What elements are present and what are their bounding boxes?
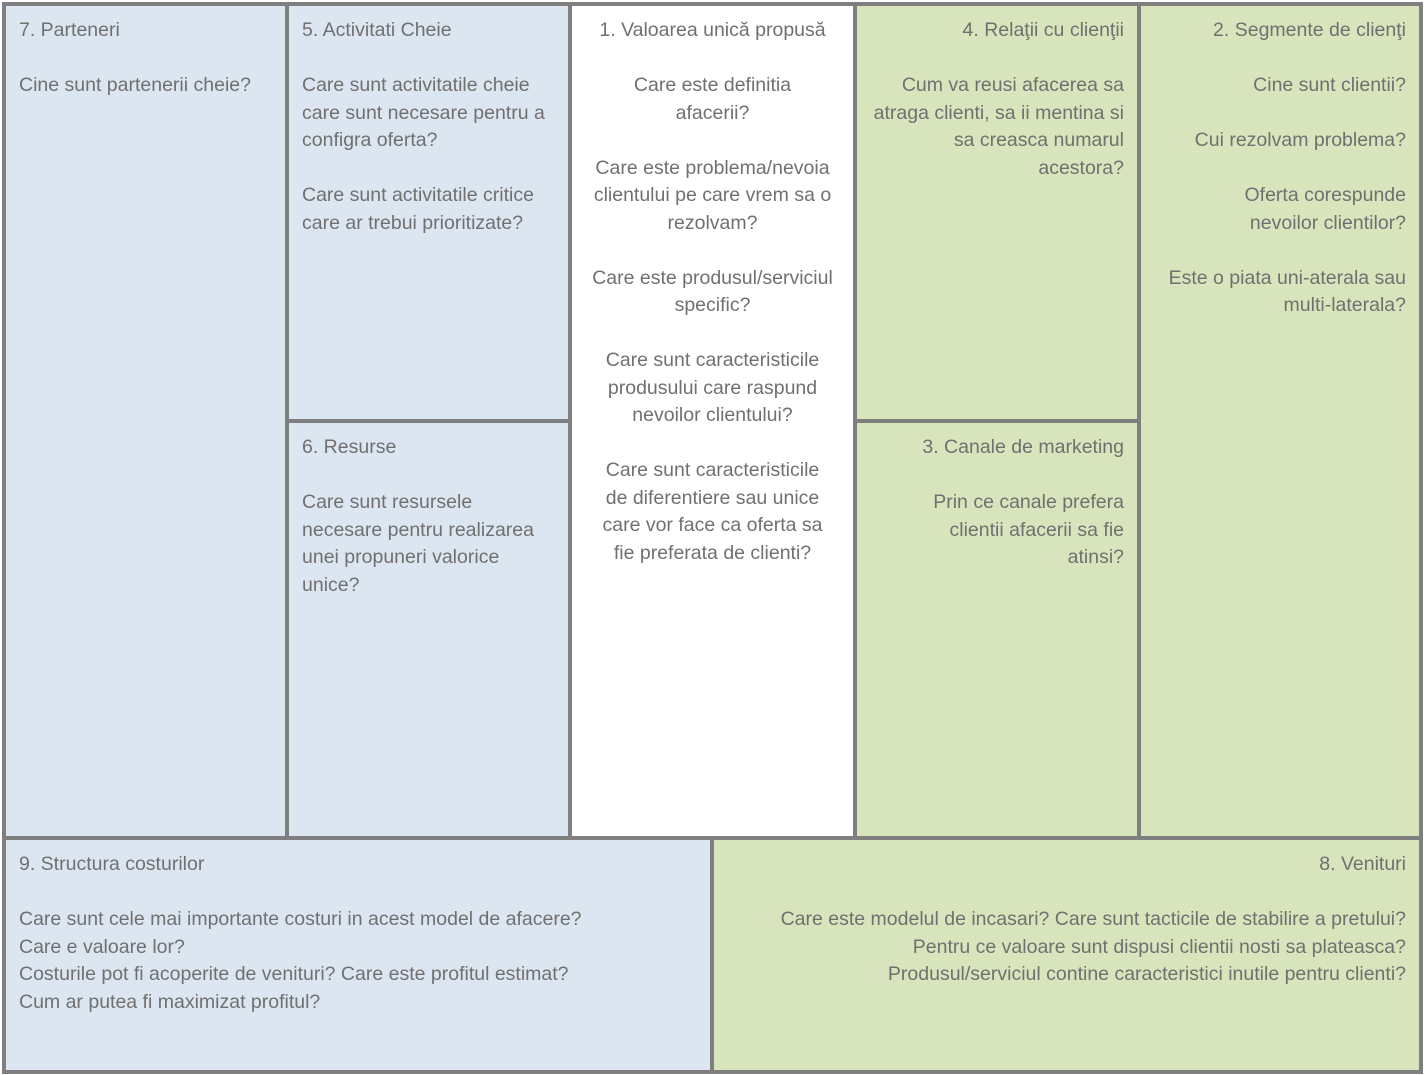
partners-question-1: Cine sunt partenerii cheie? <box>19 74 251 96</box>
revenue-block <box>710 836 1423 1074</box>
value-proposition-title: 1. Valoarea unică propusă <box>599 19 826 41</box>
value-question-2: Care este problema/nevoia clientului pe care vrem sa o rezolvam? <box>593 156 832 234</box>
key-activities-block <box>285 2 572 423</box>
partners-block <box>2 2 289 840</box>
resources-question-1: Care sunt resursele necesare pentru realizarea unei propuneri valorice unice? <box>302 491 534 596</box>
revenue-line-2: Pentru ce valoare sunt dispusi clientii nosti sa plateasca? <box>912 935 1406 958</box>
value-question-3: Care este produsul/serviciul specific? <box>592 266 833 316</box>
customer-segments-question-2: Cui rezolvam problema? <box>1194 129 1406 151</box>
cost-structure-title: 9. Structura costurilor <box>19 853 205 875</box>
customer-relations-title: 4. Relaţii cu clienţii <box>962 19 1124 41</box>
key-activities-question-2: Care sunt activitatile critice care ar trebui prioritizate? <box>302 184 534 234</box>
resources-block <box>285 419 572 840</box>
resources-title: 6. Resurse <box>302 436 397 458</box>
customer-relations-question-1: Cum va reusi afacerea sa atraga clienti, sa ii mentina si sa creasca numarul acestora? <box>873 74 1124 179</box>
marketing-channels-block <box>853 419 1141 840</box>
key-activities-title: 5. Activitati Cheie <box>302 19 452 41</box>
cost-structure-line-4: Cum ar putea fi maximizat profitul? <box>19 990 321 1013</box>
customer-segments-question-3: Oferta corespunde nevoilor clientilor? <box>1244 184 1406 234</box>
customer-segments-question-1: Cine sunt clientii? <box>1253 74 1406 96</box>
customer-segments-title: 2. Segmente de clienţi <box>1213 19 1406 41</box>
key-activities-question-1: Care sunt activitatile cheie care sunt necesare pentru a configra oferta? <box>302 74 545 151</box>
revenue-title: 8. Venituri <box>1319 853 1406 875</box>
marketing-channels-question-1: Prin ce canale prefera clientii afacerii sa fie atinsi? <box>933 491 1124 568</box>
cost-structure-line-3: Costurile pot fi acoperite de venituri? Care este profitul estimat? <box>19 963 569 985</box>
value-question-4: Care sunt caracteristicile produsului care raspund nevoilor clientului? <box>605 349 820 426</box>
customer-segments-block <box>1137 2 1423 840</box>
revenue-line-1: Care este modelul de incasari? Care sunt tacticile de stabilire a pretului? <box>780 908 1406 930</box>
value-question-1: Care este definitia afacerii? <box>633 74 792 124</box>
value-proposition-block <box>568 2 857 840</box>
value-question-5: Care sunt caracteristicile de diferentiere sau unice care vor face ca oferta sa fie preferata de clienti? <box>602 459 823 564</box>
customer-segments-question-4: Este o piata uni-aterala sau multi-laterala? <box>1168 266 1406 316</box>
partners-title: 7. Parteneri <box>19 19 120 41</box>
customer-relations-block <box>853 2 1141 423</box>
cost-structure-line-1: Care sunt cele mai importante costuri in acest model de afacere? <box>19 908 582 930</box>
cost-structure-block <box>2 836 714 1074</box>
marketing-channels-title: 3. Canale de marketing <box>922 436 1124 458</box>
cost-structure-line-2: Care e valoare lor? <box>19 935 185 958</box>
revenue-line-3: Produsul/serviciul contine caracteristici inutile pentru clienti? <box>887 963 1406 985</box>
